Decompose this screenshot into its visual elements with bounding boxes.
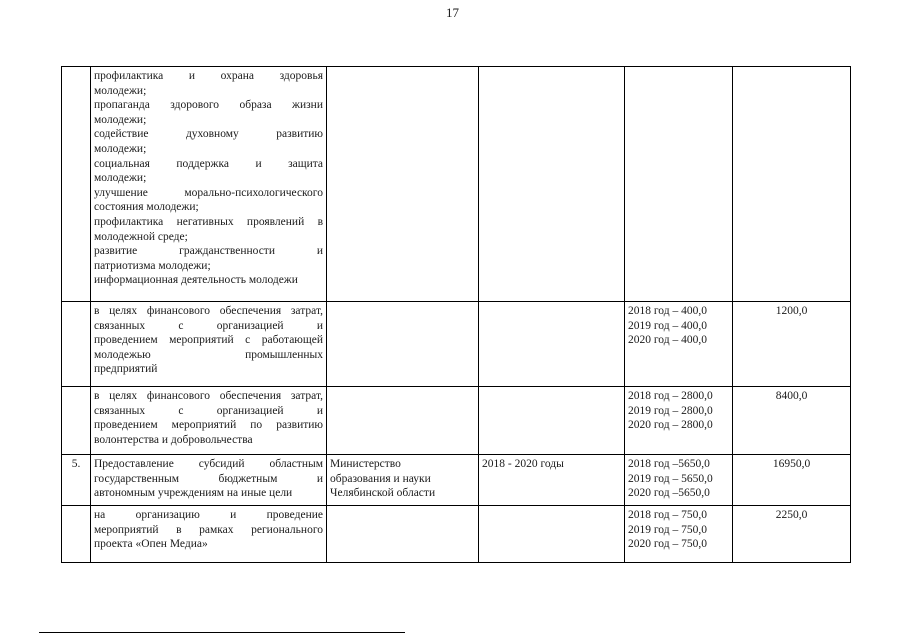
description-line: проведением мероприятий с работающей — [94, 334, 323, 347]
year-amount: 2019 год – 2800,0 — [628, 404, 713, 417]
footer-rule — [39, 632, 405, 633]
year-amount: 2019 год – 750,0 — [628, 523, 707, 536]
period — [479, 67, 625, 302]
description-line: автономным учреждениям на иные цели — [94, 487, 293, 500]
executor-line: Челябинской области — [330, 487, 436, 500]
period: 2018 - 2020 годы — [479, 455, 625, 506]
total-amount — [733, 67, 851, 302]
description-line: улучшение морально-психологического — [94, 186, 323, 199]
description-line: на организацию и проведение — [94, 509, 323, 521]
year-amount: 2019 год – 400,0 — [628, 319, 707, 332]
period — [479, 387, 625, 455]
year-amount: 2020 год – 400,0 — [628, 334, 707, 347]
description-line: связанных с организацией и — [94, 404, 323, 417]
description-line: предприятий — [94, 363, 158, 376]
total-amount: 1200,0 — [733, 302, 851, 387]
period — [479, 506, 625, 563]
year-amount: 2020 год – 2800,0 — [628, 419, 713, 432]
table-row — [62, 387, 851, 455]
table-body — [62, 67, 851, 563]
total-amount: 16950,0 — [733, 455, 851, 506]
description-line: проведением мероприятий по развитию — [94, 419, 323, 432]
executor — [327, 387, 479, 455]
executor-line: Министерство — [330, 458, 401, 470]
description-line: государственным бюджетным и — [94, 472, 323, 485]
description-line: информационная деятельность молодежи — [94, 274, 298, 287]
description-line: пропаганда здорового образа жизни — [94, 99, 323, 112]
executor-line: образования и науки — [330, 472, 431, 485]
row-number — [62, 302, 91, 387]
description-line: Предоставление субсидий областным — [94, 458, 323, 470]
year-amount: 2018 год –5650,0 — [628, 458, 710, 470]
description-line: молодежной среде; — [94, 230, 188, 243]
description-line: в целях финансового обеспечения затрат, — [94, 305, 323, 317]
description-line: молодежи; — [94, 84, 147, 97]
executor — [327, 506, 479, 563]
row-number: 5. — [62, 455, 91, 506]
annual-funding — [625, 67, 733, 302]
annual-funding — [625, 506, 733, 563]
activity-description — [91, 67, 327, 302]
program-table — [61, 66, 851, 563]
description-line: молодежи; — [94, 142, 147, 155]
table-row — [62, 455, 851, 506]
year-amount: 2018 год – 2800,0 — [628, 390, 713, 402]
table-row — [62, 67, 851, 302]
year-amount: 2018 год – 750,0 — [628, 509, 707, 521]
executor — [327, 67, 479, 302]
annual-funding — [625, 302, 733, 387]
total-amount: 2250,0 — [733, 506, 851, 563]
description-line: патриотизма молодежи; — [94, 259, 211, 272]
description-line: профилактика негативных проявлений в — [94, 215, 323, 228]
description-line: молодежи; — [94, 172, 147, 185]
description-line: социальная поддержка и защита — [94, 157, 323, 170]
table-row — [62, 506, 851, 563]
page-number: 17 — [446, 5, 459, 20]
period — [479, 302, 625, 387]
activity-description — [91, 455, 327, 506]
description-line: в целях финансового обеспечения затрат, — [94, 390, 323, 402]
description-line: состояния молодежи; — [94, 201, 199, 214]
table-row — [62, 302, 851, 387]
description-line: проекта «Опен Медиа» — [94, 538, 208, 551]
row-number — [62, 387, 91, 455]
description-line: развитие гражданственности и — [94, 245, 323, 258]
description-line: молодежи; — [94, 113, 147, 126]
description-line: мероприятий в рамках регионального — [94, 523, 323, 536]
row-number — [62, 506, 91, 563]
year-amount: 2020 год –5650,0 — [628, 487, 710, 500]
activity-description — [91, 387, 327, 455]
year-amount: 2020 год – 750,0 — [628, 538, 707, 551]
description-line: молодежью промышленных — [94, 348, 323, 361]
annual-funding — [625, 387, 733, 455]
total-amount: 8400,0 — [733, 387, 851, 455]
annual-funding — [625, 455, 733, 506]
executor — [327, 455, 479, 506]
year-amount: 2018 год – 400,0 — [628, 305, 707, 317]
activity-description — [91, 506, 327, 563]
row-number — [62, 67, 91, 302]
activity-description — [91, 302, 327, 387]
description-line: волонтерства и добровольчества — [94, 433, 253, 446]
executor — [327, 302, 479, 387]
description-line: профилактика и охрана здоровья — [94, 70, 323, 82]
year-amount: 2019 год – 5650,0 — [628, 472, 713, 485]
description-line: связанных с организацией и — [94, 319, 323, 332]
description-line: содействие духовному развитию — [94, 128, 323, 141]
